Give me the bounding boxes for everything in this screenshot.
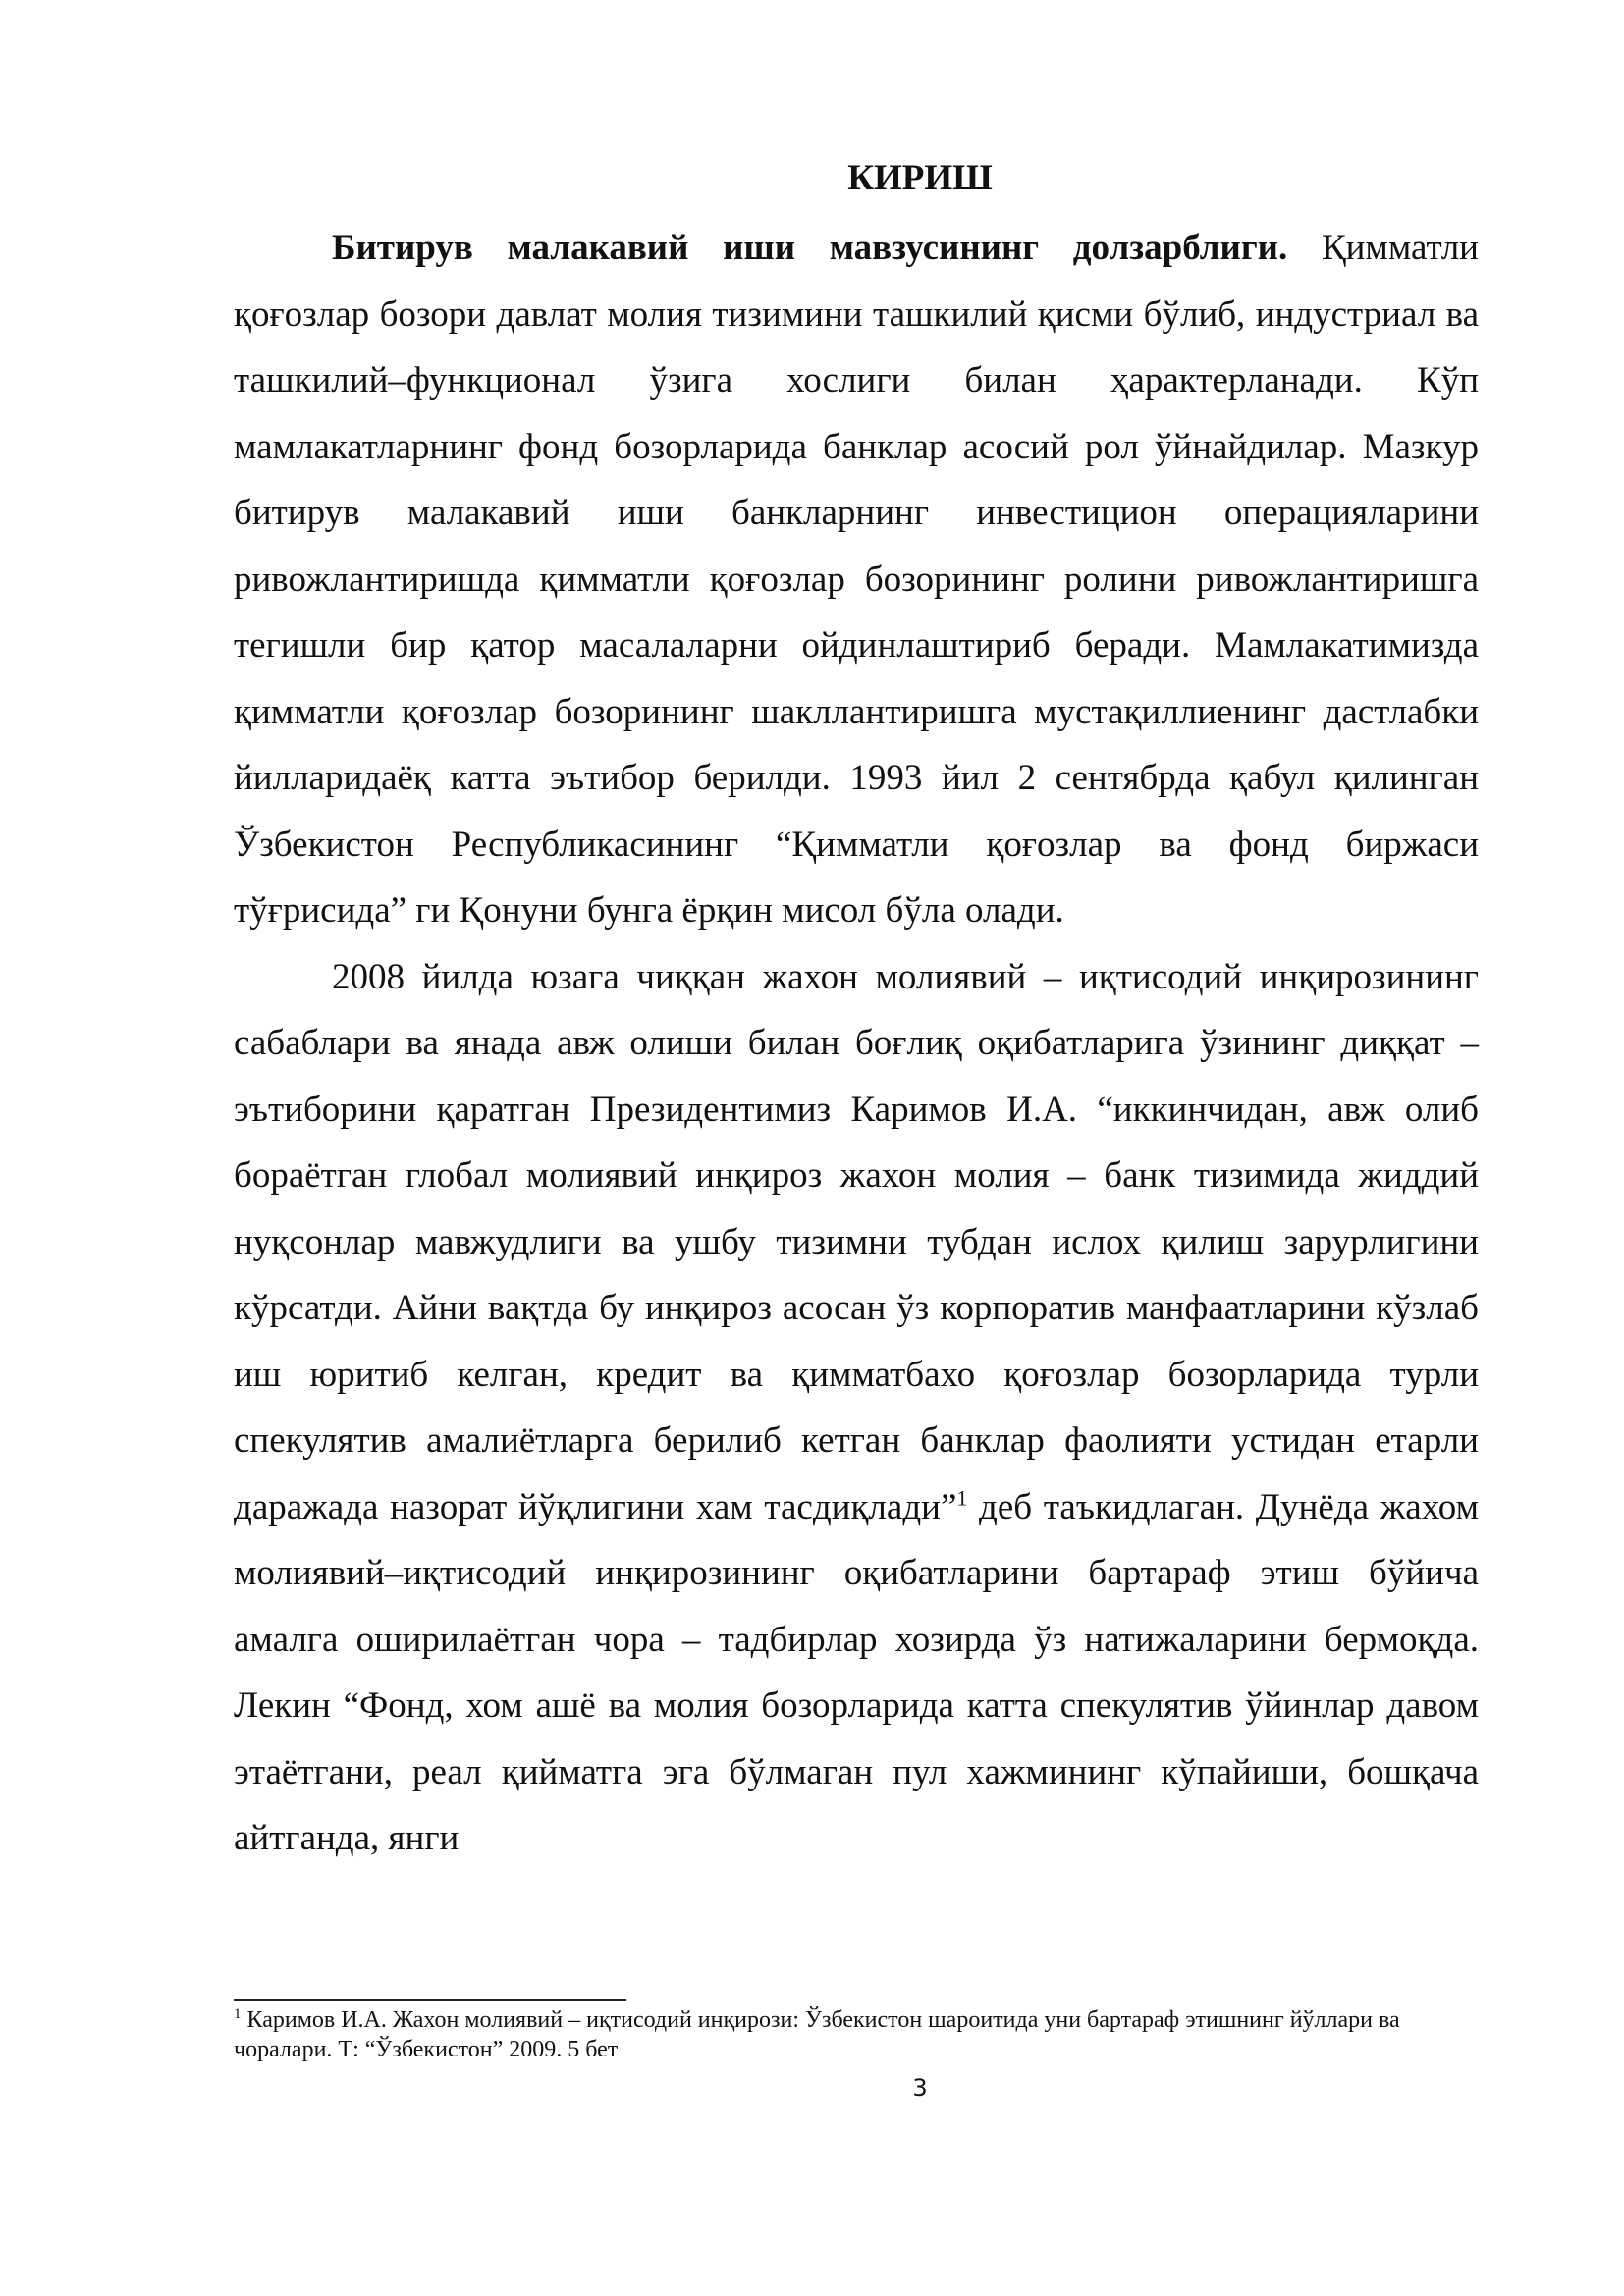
footnote bbox=[234, 2005, 1479, 2064]
paragraph-2-text-before-ref: 2008 йилда юзага чиққан жахон молиявий – иқтисодий инқирозининг сабаблари ва янада авж олиши билан боғлиқ оқибатларига ўзининг диққат – эътиборини қаратган Президентимиз Каримов И.А. “иккинчидан, авж олиб бораётган глобал молиявий инқироз жахон молия – банк тизимида жиддий нуқсонлар мавжудлиги ва ушбу тизимни тубдан ислох қилиш зарурлигини кўрсатди. Айни вақтда бу инқироз асосан ўз корпоратив манфаатларини кўзлаб иш юритиб келган, кредит ва қимматбахо қоғозлар бозорларида турли спекулятив амалиётларга берилиб кетган банклар фаолияти устидан етарли даражада назорат йўқлигини хам тасдиқлади” bbox=[234, 956, 1479, 1527]
body-text bbox=[234, 215, 1479, 1872]
paragraph-2 bbox=[234, 944, 1479, 1872]
paragraph-2-text-after-ref: деб таъкидлаган. Дунёда жахом молиявий–иқтисодий инқирозининг оқибатларини бартараф этиш бўйича амалга оширилаётган чора – тадбирлар хозирда ўз натижаларини бермоқда. Лекин “Фонд, хом ашё ва молия бозорларида катта спекулятив ўйинлар давом этаётгани, реал қийматга эга бўлмаган пул хажмининг кўпайиши, бошқача айтганда, янги bbox=[234, 1486, 1479, 1858]
page-number: 3 bbox=[912, 2074, 928, 2102]
footnote-text: Каримов И.А. Жахон молиявий – иқтисодий инқирози: Ўзбекистон шароитида уни бартараф этишнинг йўллари ва чоралари. Т: “Ўзбекистон” 2009. 5 бет bbox=[234, 2007, 1400, 2062]
paragraph-1 bbox=[234, 215, 1479, 944]
footnote-reference[interactable]: 1 bbox=[956, 1485, 968, 1511]
paragraph-1-text: Қимматли қоғозлар бозори давлат молия тизимини ташкилий қисми бўлиб, индустриал ва ташкилий–функционал ўзига хослиги билан ҳарактерланади. Кўп мамлакатларнинг фонд бозорларида банклар асосий рол ўйнайдилар. Мазкур битирув малакавий иши банкларнинг инвестицион операцияларини ривожлантиришда қимматли қоғозлар бозорининг ролини ривожлантиришга тегишли бир қатор масалаларни ойдинлаштириб беради. Мамлакатимизда қимматли қоғозлар бозорининг шакллантиришга мустақиллиенинг дастлабки йилларидаёқ катта эътибор берилди. 1993 йил 2 сентябрда қабул қилинган Ўзбекистон Республикасининг “Қимматли қоғозлар ва фонд биржаси тўғрисида” ги Қонуни бунга ёрқин мисол бўла олади. bbox=[234, 228, 1479, 931]
paragraph-1-lead: Битирув малакавий иши мавзусининг долзарблиги. bbox=[332, 228, 1288, 268]
section-heading: КИРИШ bbox=[847, 158, 993, 198]
footnote-separator bbox=[234, 1999, 626, 2001]
footnote-marker: 1 bbox=[234, 2006, 242, 2022]
